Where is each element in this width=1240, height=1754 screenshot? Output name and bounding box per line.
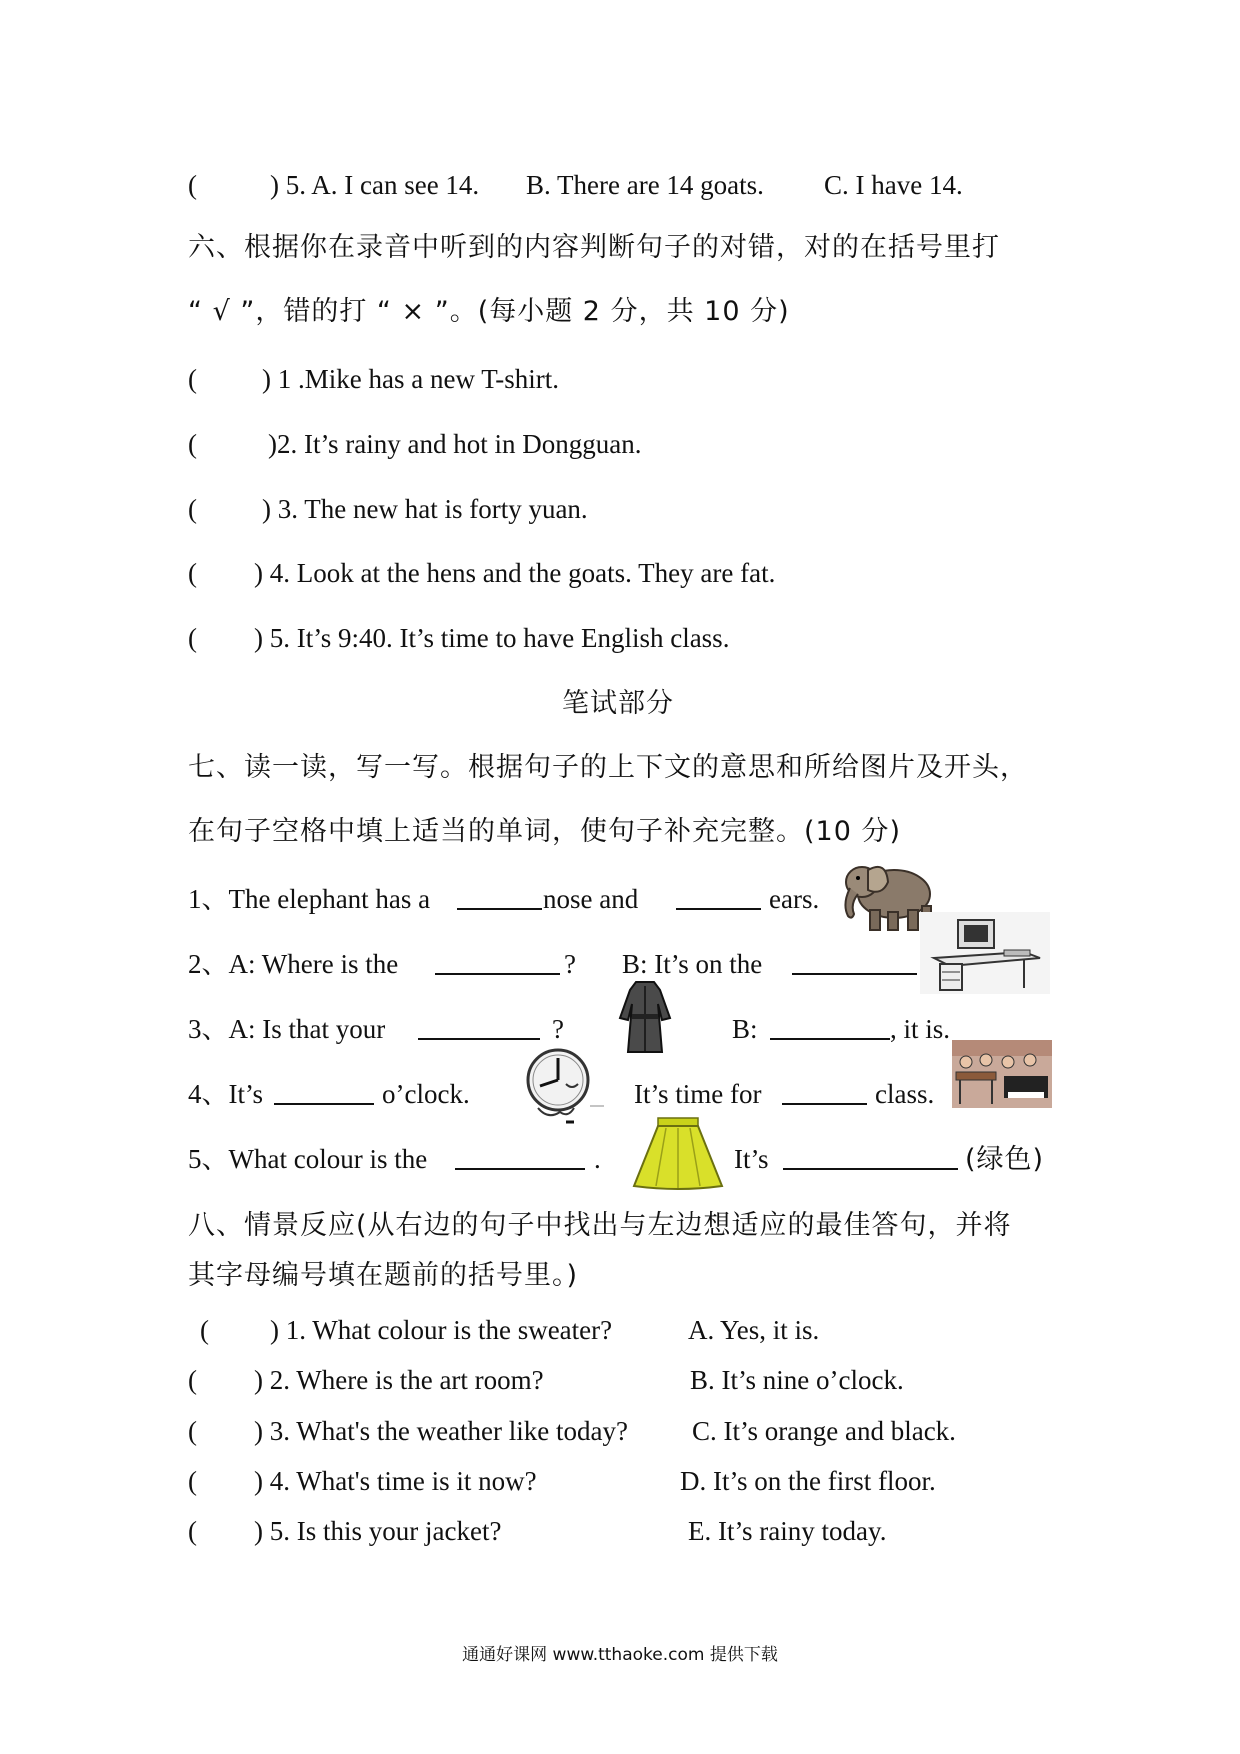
q3-text3: , it is. — [890, 1014, 951, 1044]
answer-paren: ( — [188, 558, 197, 588]
match-answer: D. It’s on the first floor. — [680, 1466, 936, 1496]
q3-blank2[interactable] — [770, 1016, 890, 1040]
written-part-title: 笔试部分 — [562, 688, 674, 719]
q1-text2: nose and — [543, 884, 639, 914]
section6-title-line2: “ √ ”，错的打 “ × ”。(每小题 2 分，共 10 分) — [188, 296, 790, 327]
q4-text4: class. — [875, 1079, 935, 1109]
true-false-item: ) 4. Look at the hens and the goats. They are fat. — [254, 558, 776, 588]
q1-text3: ears. — [769, 884, 820, 914]
q2-text2: B: It’s on the — [622, 949, 763, 979]
paren: ( — [188, 170, 197, 200]
skirt-icon — [630, 1114, 726, 1192]
clock-icon — [508, 1046, 610, 1130]
q5-hint: (绿色) — [965, 1144, 1045, 1175]
answer-paren: ( — [188, 364, 197, 394]
coat-icon — [614, 978, 676, 1054]
question-5-stem: ) 5. A. I can see 14. — [270, 170, 480, 200]
q3-text2: B: — [732, 1014, 758, 1044]
true-false-item: ) 1 .Mike has a new T-shirt. — [262, 364, 559, 394]
q4-text3: It’s time for — [634, 1079, 762, 1109]
q5-text: 5、What colour is the — [188, 1144, 428, 1174]
q3-text: 3、A: Is that your — [188, 1014, 386, 1044]
option-c: C. I have 14. — [824, 170, 963, 200]
q5-blank2[interactable] — [783, 1146, 958, 1170]
q1-blank2[interactable] — [676, 886, 761, 910]
answer-paren: ( — [188, 623, 197, 653]
q4-text: 4、It’s — [188, 1079, 264, 1109]
q4-blank2[interactable] — [782, 1081, 867, 1105]
match-question: ) 3. What's the weather like today? — [254, 1416, 628, 1446]
q2-blank1[interactable] — [435, 951, 560, 975]
q5-text2: It’s — [734, 1144, 769, 1174]
match-question: ) 1. What colour is the sweater? — [270, 1315, 613, 1345]
answer-paren: ( — [188, 429, 197, 459]
section8-title-line2: 其字母编号填在题前的括号里。) — [188, 1260, 579, 1291]
true-false-item: ) 3. The new hat is forty yuan. — [262, 494, 588, 524]
section8-title-line1: 八、情景反应(从右边的句子中找出与左边想适应的最佳答句，并将 — [188, 1210, 1012, 1241]
match-answer: E. It’s rainy today. — [688, 1516, 887, 1546]
computer-desk-icon — [920, 912, 1050, 994]
q3-blank1[interactable] — [418, 1016, 540, 1040]
answer-paren: ( — [188, 494, 197, 524]
q2-qmark: ? — [564, 949, 576, 979]
q1-blank1[interactable] — [457, 886, 542, 910]
answer-paren: ( — [200, 1315, 209, 1345]
match-answer: B. It’s nine o’clock. — [690, 1365, 904, 1395]
q5-dot: . — [594, 1144, 601, 1174]
music-class-icon — [952, 1040, 1052, 1108]
section7-title-line2: 在句子空格中填上适当的单词，使句子补充完整。(10 分) — [188, 816, 902, 847]
q3-qmark: ? — [552, 1014, 564, 1044]
q4-text2: o’clock. — [382, 1079, 470, 1109]
answer-paren: ( — [188, 1466, 197, 1496]
section6-title-line1: 六、根据你在录音中听到的内容判断句子的对错，对的在括号里打 — [188, 232, 1000, 263]
answer-paren: ( — [188, 1365, 197, 1395]
match-answer: A. Yes, it is. — [688, 1315, 820, 1345]
q5-blank1[interactable] — [455, 1146, 585, 1170]
answer-paren: ( — [188, 1516, 197, 1546]
match-question: ) 4. What's time is it now? — [254, 1466, 537, 1496]
q4-blank1[interactable] — [274, 1081, 374, 1105]
true-false-item: ) 5. It’s 9:40. It’s time to have English class. — [254, 623, 730, 653]
q2-blank2[interactable] — [792, 951, 917, 975]
match-question: ) 2. Where is the art room? — [254, 1365, 544, 1395]
true-false-item: )2. It’s rainy and hot in Dongguan. — [268, 429, 642, 459]
q2-text: 2、A: Where is the — [188, 949, 399, 979]
q1-text: 1、The elephant has a — [188, 884, 431, 914]
option-b: B. There are 14 goats. — [526, 170, 764, 200]
section7-title-line1: 七、读一读，写一写。根据句子的上下文的意思和所给图片及开头， — [188, 752, 1028, 783]
footer-source: 通通好课网 www.tthaoke.com 提供下载 — [462, 1645, 778, 1665]
match-question: ) 5. Is this your jacket? — [254, 1516, 502, 1546]
match-answer: C. It’s orange and black. — [692, 1416, 956, 1446]
answer-paren: ( — [188, 1416, 197, 1446]
